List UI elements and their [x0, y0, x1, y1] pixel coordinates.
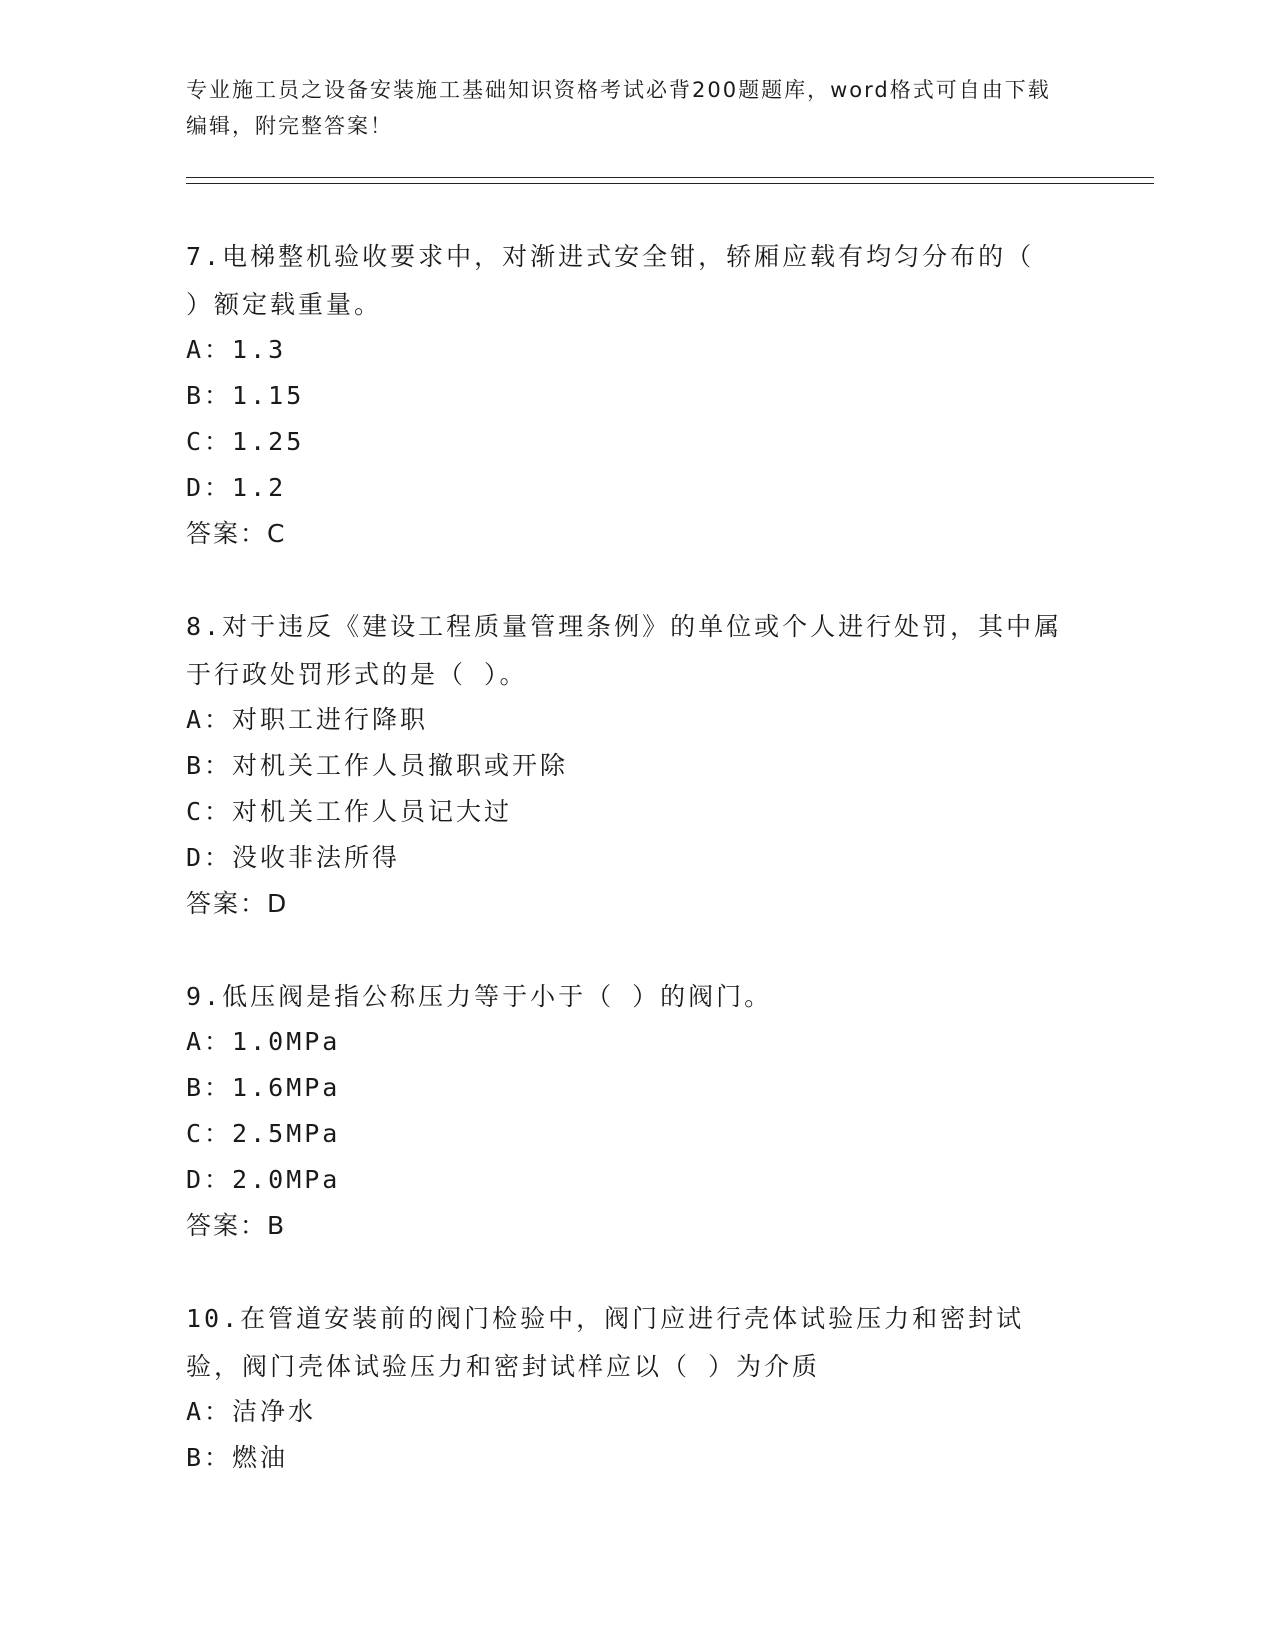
option-d: D：1.2	[186, 473, 287, 502]
question-stem: 9.低压阀是指公称压力等于小于（ ）的阀门。	[186, 982, 773, 1011]
option-b: B：1.15	[186, 381, 305, 410]
answer-line: 答案：D	[186, 889, 289, 918]
option-c: C：2.5MPa	[186, 1119, 341, 1148]
question-stem: 8.对于违反《建设工程质量管理条例》的单位或个人进行处罚，其中属于行政处罚形式的是（ ）。	[186, 612, 1063, 689]
question-9	[186, 973, 1066, 1249]
question-7	[186, 233, 1066, 557]
header-divider-top	[186, 177, 1154, 178]
question-stem: 10.在管道安装前的阀门检验中，阀门应进行壳体试验压力和密封试验，阀门壳体试验压力和密封试样应以（ ）为介质	[186, 1304, 1025, 1381]
option-d: D：2.0MPa	[186, 1165, 341, 1194]
option-b: B：对机关工作人员撤职或开除	[186, 751, 569, 780]
option-d: D：没收非法所得	[186, 843, 401, 872]
option-c: C：对机关工作人员记大过	[186, 797, 513, 826]
document-title: 专业施工员之设备安装施工基础知识资格考试必背200题题库，word格式可自由下载编辑，附完整答案！	[186, 78, 1051, 138]
header-divider-bottom	[186, 183, 1154, 184]
option-a: A：1.3	[186, 335, 287, 364]
question-8	[186, 603, 1066, 927]
option-c: C：1.25	[186, 427, 305, 456]
answer-line: 答案：C	[186, 519, 287, 548]
option-a: A：对职工进行降职	[186, 705, 429, 734]
question-stem: 7.电梯整机验收要求中，对渐进式安全钳，轿厢应载有均匀分布的（ ）额定载重量。	[186, 242, 1035, 319]
option-a: A：1.0MPa	[186, 1027, 341, 1056]
question-list	[186, 233, 1066, 1527]
option-a: A：洁净水	[186, 1397, 317, 1426]
option-b: B：1.6MPa	[186, 1073, 341, 1102]
question-10	[186, 1295, 1066, 1481]
answer-line: 答案：B	[186, 1211, 287, 1240]
option-b: B：燃油	[186, 1443, 289, 1472]
